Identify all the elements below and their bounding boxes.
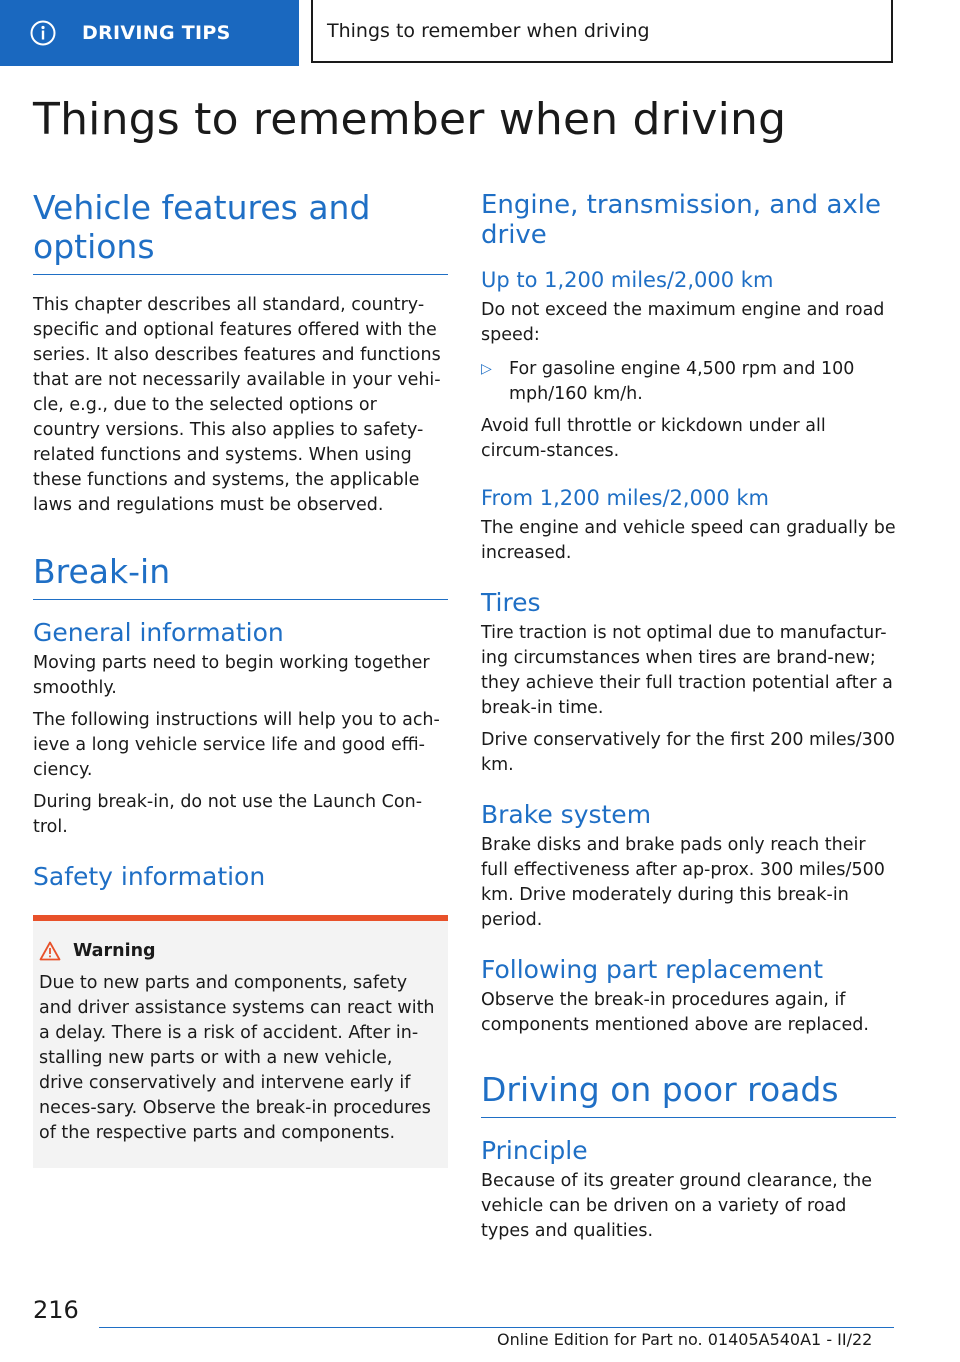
vehicle-features-body: This chapter describes all standard, country-specific and optional features offered with the series. It also describes features and functions that are not necessarily available in your vehi-cle, e.g., due to the selected options or country versions. This also applies to safety-related functions and systems. When using these functions and systems, the applicable laws and regulations must be observed. — [33, 295, 441, 515]
up-to-heading: Up to 1,200 miles/2,000 km — [481, 268, 774, 292]
engine-heading: Engine, transmission, and axle drive — [481, 190, 881, 250]
header-chapter-label: Things to remember when driving — [327, 19, 650, 42]
safety-information-heading: Safety information — [33, 862, 266, 891]
break-in-heading: Break-in — [33, 552, 448, 600]
poor-roads-heading: Driving on poor roads — [481, 1070, 896, 1118]
brake-system-heading: Brake system — [481, 800, 652, 829]
general-information-p2: The following instructions will help you to ach-ieve a long vehicle service life and good effi-ciency. — [33, 710, 440, 780]
footer-divider — [99, 1327, 894, 1328]
part-replacement-text: Observe the break-in procedures again, if components mentioned above are replaced. — [481, 990, 869, 1035]
left-column — [33, 188, 448, 1168]
tires-heading: Tires — [481, 588, 541, 617]
header-chapter — [311, 0, 893, 63]
warning-box — [33, 915, 448, 1168]
principle-text: Because of its greater ground clearance, the vehicle can be driven on a variety of road types and qualities. — [481, 1171, 872, 1241]
avoid-text: Avoid full throttle or kickdown under all circum-stances. — [481, 416, 826, 461]
from-text: The engine and vehicle speed can gradually be increased. — [481, 518, 896, 563]
vehicle-features-heading: Vehicle features and options — [33, 188, 448, 275]
tires-p2: Drive conservatively for the first 200 miles/300 km. — [481, 730, 896, 775]
bullet-triangle-icon: ▷ — [481, 361, 492, 377]
list-item-text: For gasoline engine 4,500 rpm and 100 mph/160 km/h. — [509, 359, 855, 404]
tires-p1: Tire traction is not optimal due to manufactur-ing circumstances when tires are brand-new; they achieve their full traction potential after a break-in time. — [481, 623, 893, 718]
general-information-p3: During break-in, do not use the Launch Con-trol. — [33, 792, 423, 837]
warning-text: Due to new parts and components, safety and driver assistance systems can react with a delay. There is a risk of accident. After in-stalling new parts or with a new vehicle, drive conservatively and intervene early if neces-sary. Observe the break-in procedures of the respective parts and components. — [39, 973, 435, 1143]
list-item — [481, 357, 896, 407]
page-title: Things to remember when driving — [33, 94, 787, 145]
right-column — [481, 190, 896, 1244]
general-information-heading: General information — [33, 618, 284, 647]
principle-heading: Principle — [481, 1136, 588, 1165]
header-section-tab — [0, 0, 299, 66]
info-icon — [30, 20, 56, 46]
part-replacement-heading: Following part replacement — [481, 955, 823, 984]
brake-system-text: Brake disks and brake pads only reach their full effectiveness after ap-prox. 300 miles/500 km. Drive moderately during this break-in period. — [481, 835, 885, 930]
page-number: 216 — [33, 1296, 79, 1324]
warning-header — [39, 941, 440, 961]
warning-triangle-icon — [39, 941, 61, 961]
footer-edition: Online Edition for Part no. 01405A540A1 - II/22 — [497, 1330, 873, 1349]
warning-label: Warning — [73, 941, 156, 961]
header-section-label: DRIVING TIPS — [82, 22, 231, 44]
up-to-text: Do not exceed the maximum engine and road speed: — [481, 300, 885, 345]
from-heading: From 1,200 miles/2,000 km — [481, 486, 769, 510]
general-information-p1: Moving parts need to begin working together smoothly. — [33, 653, 430, 698]
